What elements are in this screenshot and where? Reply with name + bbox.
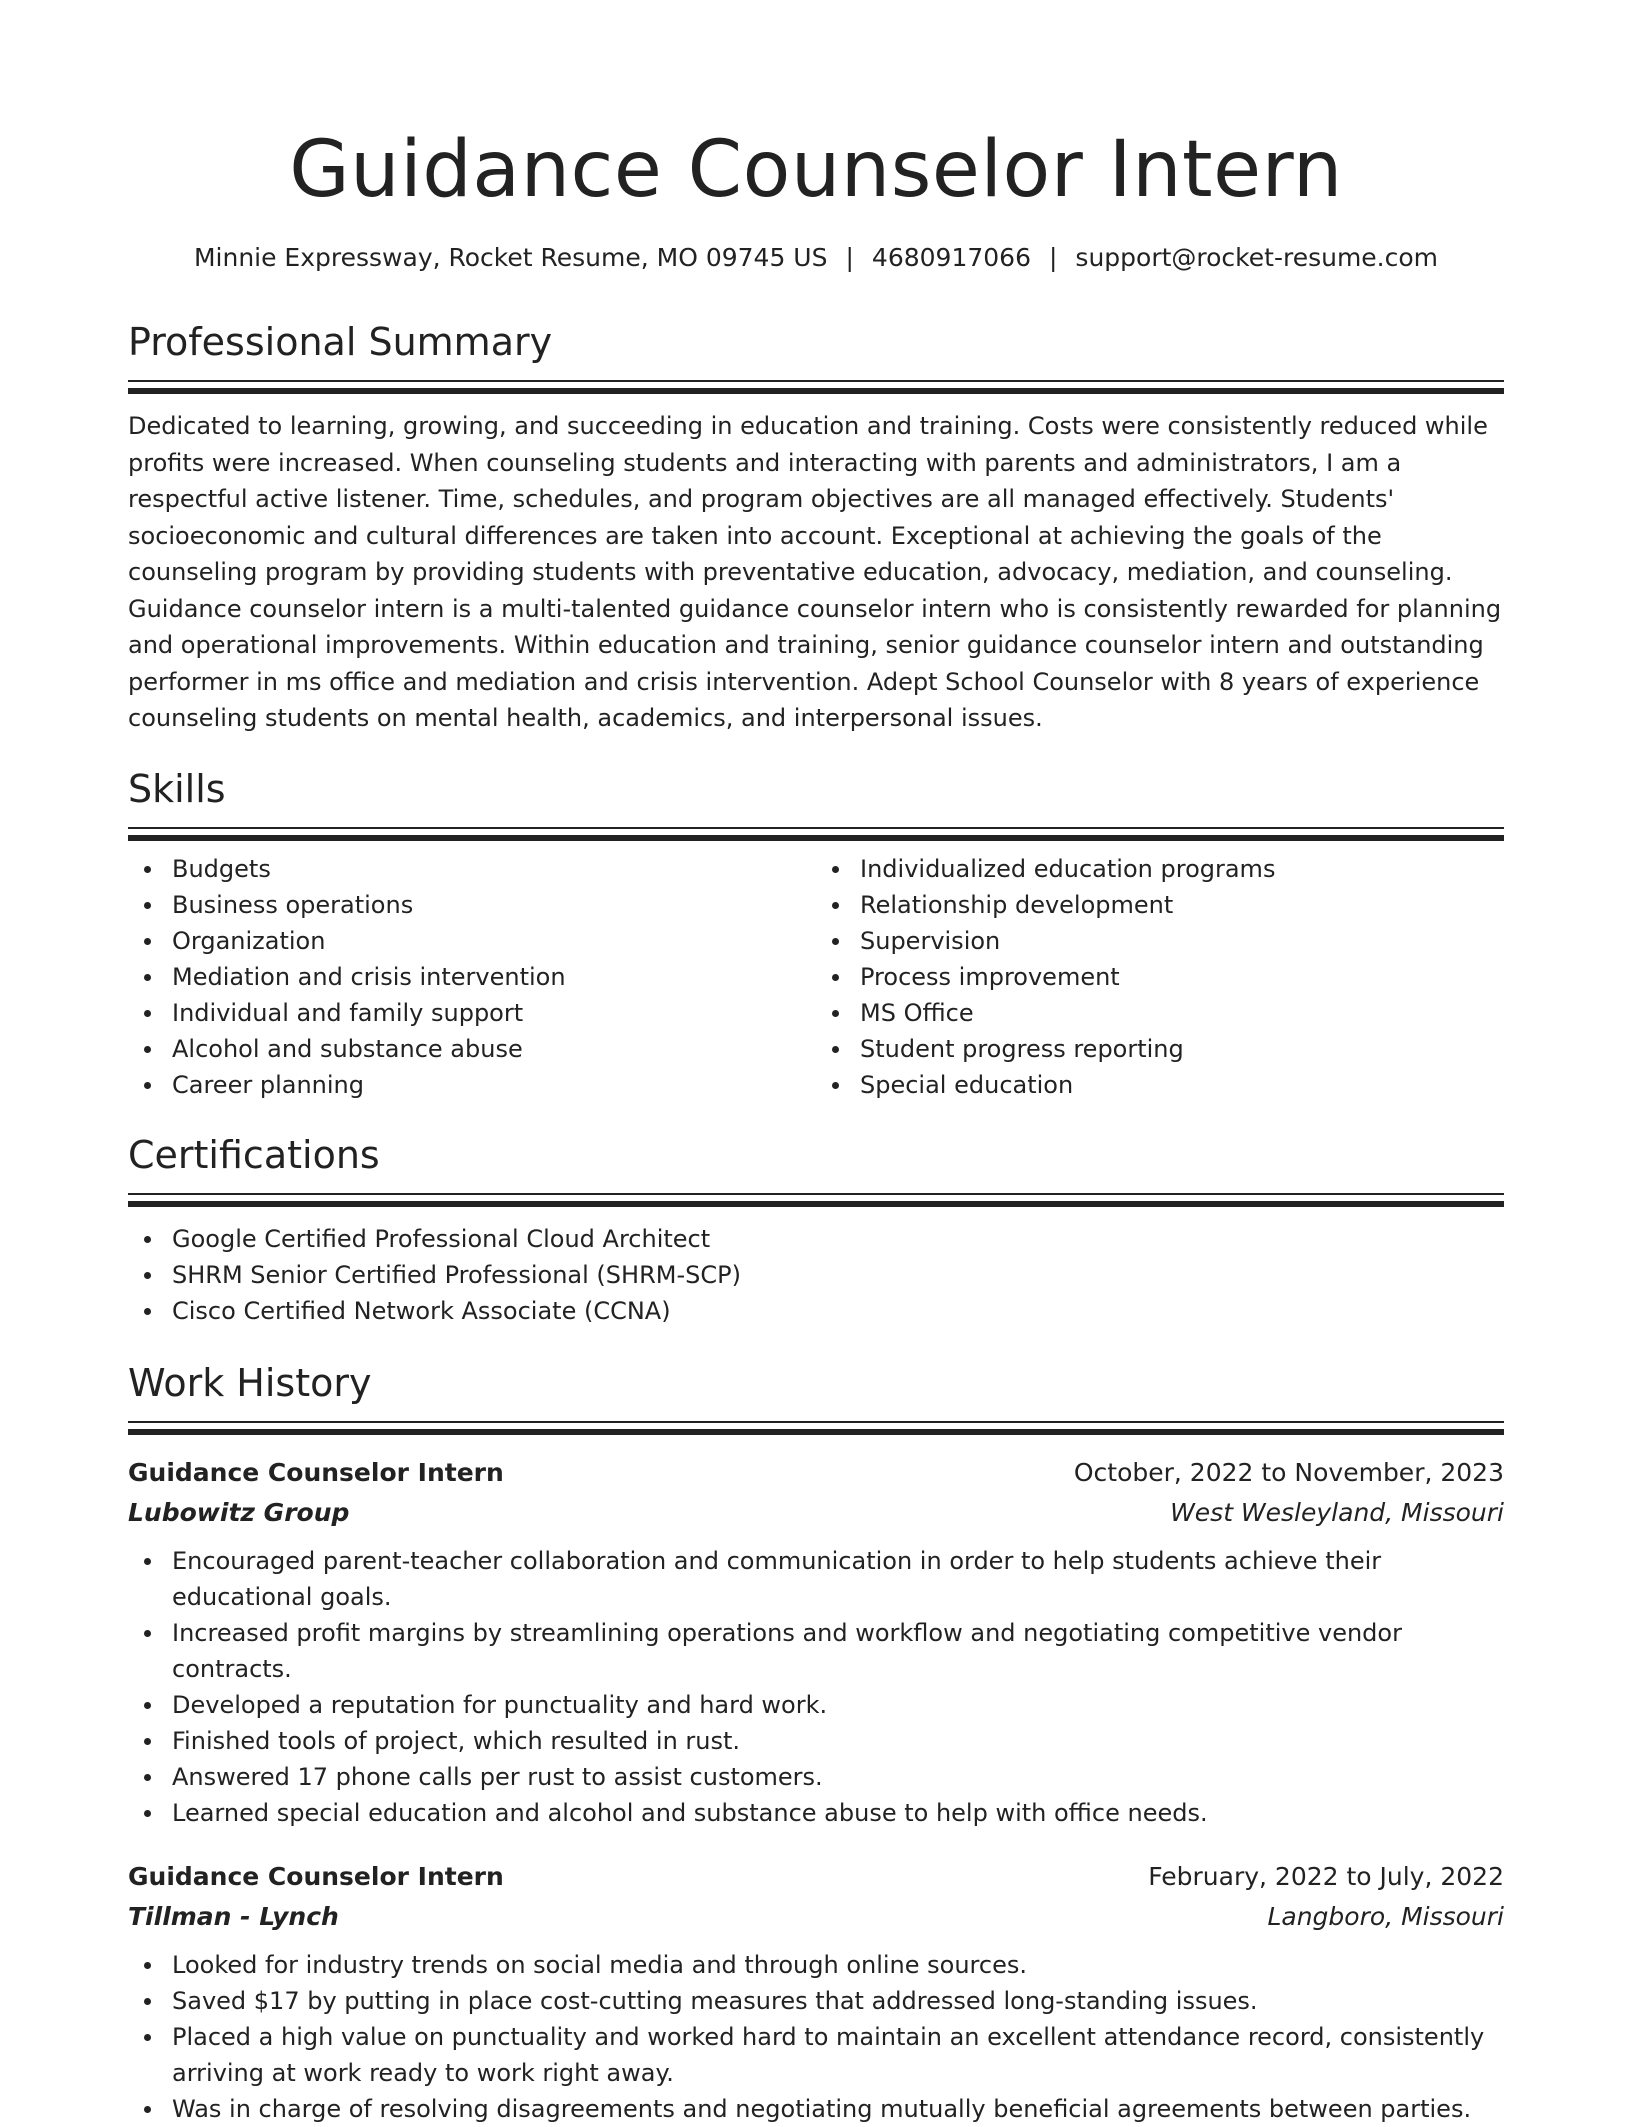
job-company: Lubowitz Group [128,1497,350,1527]
job-bullet: Was in charge of resolving disagreements and negotiating mutually beneficial agreements between parties. [172,2091,1504,2127]
skill-item: Business operations [172,887,816,923]
job-header-row [128,1453,1504,1493]
certification-item: Cisco Certified Network Associate (CCNA) [172,1293,1504,1329]
job-company-row [128,1493,1504,1533]
job-title: Guidance Counselor Intern [128,1861,504,1891]
job-bullets [128,1543,1504,1831]
skill-item: MS Office [860,995,1504,1031]
skill-item: Relationship development [860,887,1504,923]
job-bullet: Encouraged parent-teacher collaboration and communication in order to help students achieve their educational goals. [172,1543,1504,1615]
job-dates: October, 2022 to November, 2023 [1073,1457,1504,1487]
skills-grid [128,851,1504,1103]
skill-item: Alcohol and substance abuse [172,1031,816,1067]
skills-heading: Skills [128,766,226,811]
section-divider [128,1421,1504,1435]
skills-column-right [816,851,1504,1103]
skill-item: Career planning [172,1067,816,1103]
contact-phone: 4680917066 [871,243,1031,272]
resume-name: Guidance Counselor Intern [289,125,1343,215]
job-entry [128,1857,1504,2127]
contact-separator: | [845,243,854,272]
job-location: Langboro, Missouri [1267,1901,1504,1931]
job-bullet: Answered 17 phone calls per rust to assist customers. [172,1759,1504,1795]
job-entry [128,1453,1504,1831]
skill-item: Individual and family support [172,995,816,1031]
skill-item: Supervision [860,923,1504,959]
job-bullet: Finished tools of project, which resulted in rust. [172,1723,1504,1759]
job-company: Tillman - Lynch [128,1901,339,1931]
summary-text: Dedicated to learning, growing, and succeeding in education and training. Costs were consistently reduced while profits were increased. When counseling students and interacting with parents and administrators, I am a respectful active listener. Time, schedules, and program objectives are all managed effectively. Students' socioeconomic and cultural differences are taken into account. Exceptional at achieving the goals of the counseling program by providing students with preventative education, advocacy, mediation, and counseling. Guidance counselor intern is a multi-talented guidance counselor intern who is consistently rewarded for planning and operational improvements. Within education and training, senior guidance counselor intern and outstanding performer in ms office and mediation and crisis intervention. Adept School Counselor with 8 years of experience counseling students on mental health, academics, and interpersonal issues. [128,412,1502,732]
skill-item: Individualized education programs [860,851,1504,887]
section-divider [128,380,1504,394]
summary-heading: Professional Summary [128,320,553,364]
job-company-row [128,1897,1504,1937]
skill-item: Special education [860,1067,1504,1103]
skill-item: Budgets [172,851,816,887]
job-location: West Wesleyland, Missouri [1170,1497,1504,1527]
job-dates: February, 2022 to July, 2022 [1148,1861,1504,1891]
job-bullet: Looked for industry trends on social media and through online sources. [172,1947,1504,1983]
certifications-list [128,1221,1504,1329]
work-history-section [128,1359,1504,2127]
job-bullet: Increased profit margins by streamlining operations and workflow and negotiating competitive vendor contracts. [172,1615,1504,1687]
skill-item: Mediation and crisis intervention [172,959,816,995]
certifications-section [128,1131,1504,1329]
job-title: Guidance Counselor Intern [128,1457,504,1487]
skill-item: Process improvement [860,959,1504,995]
skill-item: Student progress reporting [860,1031,1504,1067]
contact-email: support@rocket-resume.com [1075,243,1439,272]
contact-separator: | [1048,243,1058,272]
job-bullet: Learned special education and alcohol and substance abuse to help with office needs. [172,1795,1504,1831]
work-history-heading: Work History [128,1360,372,1405]
job-header-row [128,1857,1504,1897]
skill-item: Organization [172,923,816,959]
certifications-heading: Certifications [128,1132,380,1177]
job-bullet: Developed a reputation for punctuality and hard work. [172,1687,1504,1723]
section-divider [128,1193,1504,1207]
contact-address: Minnie Expressway, Rocket Resume, MO 09745 US [193,243,828,272]
job-bullet: Saved $17 by putting in place cost-cutting measures that addressed long-standing issues. [172,1983,1504,2019]
section-divider [128,827,1504,841]
skills-column-left [128,851,816,1103]
certification-item: SHRM Senior Certified Professional (SHRM-SCP) [172,1257,1504,1293]
contact-line [128,242,1504,274]
job-bullet: Placed a high value on punctuality and worked hard to maintain an excellent attendance record, consistently arriving at work ready to work right away. [172,2019,1504,2091]
summary-section [128,318,1504,737]
certification-item: Google Certified Professional Cloud Architect [172,1221,1504,1257]
job-bullets [128,1947,1504,2127]
skills-section [128,765,1504,1103]
